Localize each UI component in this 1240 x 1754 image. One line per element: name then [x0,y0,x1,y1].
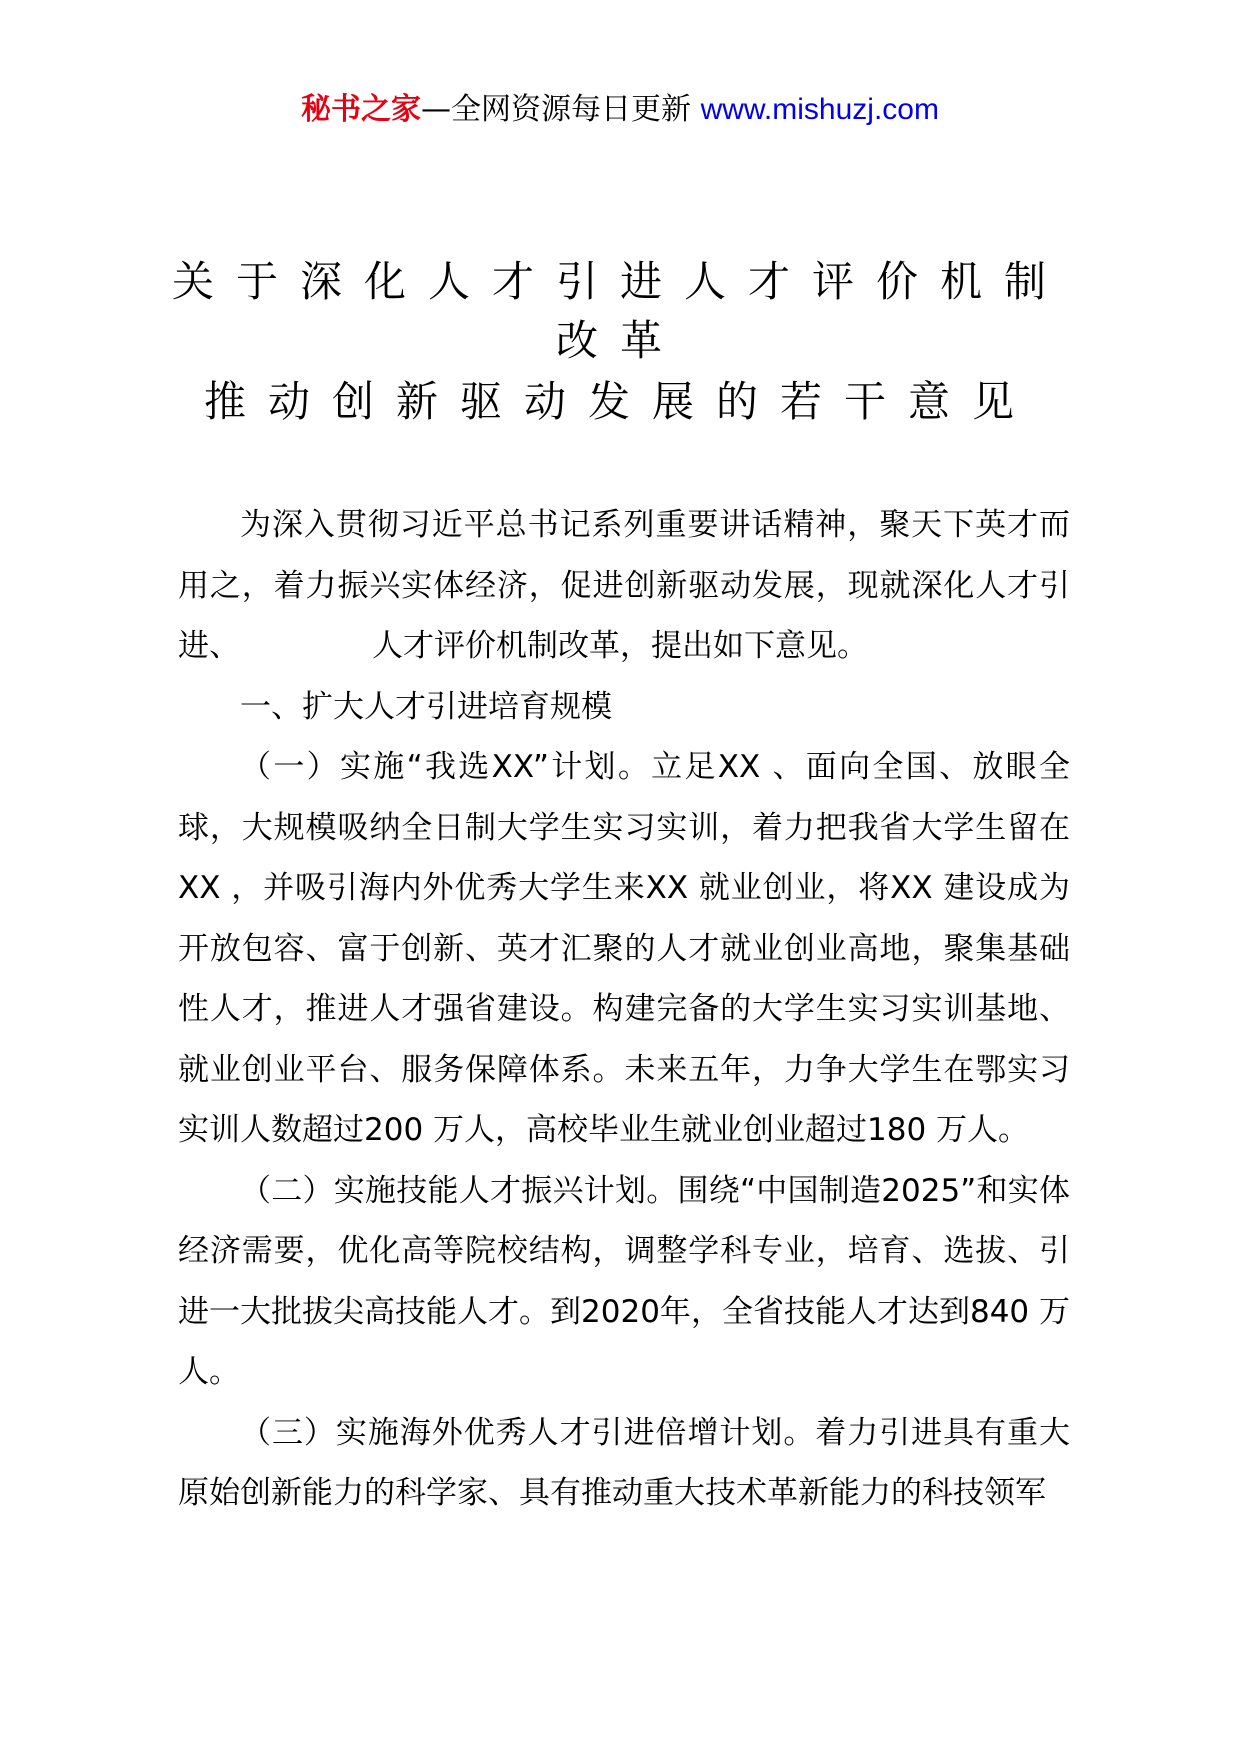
doc-title-line-2: 改革 [555,316,684,365]
section-heading-block [178,677,1070,738]
paragraph-3: （三）实施海外优秀人才引进倍增计划。着力引进具有重大原始创新能力的科学家、具有推动重大技术革新能力的科技领军 [178,1414,1070,1511]
doc-title-line-3: 推动创新驱动发展的若干意见 [203,377,1036,426]
intro-text: 为深入贯彻习近平总书记系列重要讲话精神，聚天下英才而用之，着力振兴实体经济，促进创新驱动发展，现就深化人才引进、 [178,507,1070,664]
paragraph-2: （二）实施技能人才振兴计划。围绕“中国制造2025”和实体经济需要，优化高等院校结构，调整学科专业，培育、选拔、引进一大批拔尖高技能人才。到2020年，全省技能人才达到840 万人。 [178,1172,1070,1390]
banner-url-link[interactable]: www.mishuzj.com [700,93,939,126]
paragraph-1: （一）实施“我选XX”计划。立足XX 、面向全国、放眼全球，大规模吸纳全日制大学生实习实训，着力把我省大学生留在XX ，并吸引海内外优秀大学生来XX 就业创业，将XX 建设成为开放包容、富于创新、英才汇聚的人才就业创业高地，聚集基础性人才，推进人才强省建设。构建完备的大学生实习实训基地、就业创业平台、服务保障体系。未来五年，力争大学生在鄂实习实训人数超过200 万人，高校毕业生就业创业超过180 万人。 [178,749,1070,1148]
body-text [178,737,1070,1524]
doc-title-line-1: 关于深化人才引进人才评价机制 [171,257,1068,306]
section-heading: 一、扩大人才引进培育规模 [240,689,612,725]
banner-brand: 秘书之家 [301,92,422,127]
site-banner [0,88,1240,132]
banner-slogan: —全网资源每日更新 [421,92,692,127]
intro-tail-text: 人才评价机制改革，提出如下意见。 [372,628,868,664]
